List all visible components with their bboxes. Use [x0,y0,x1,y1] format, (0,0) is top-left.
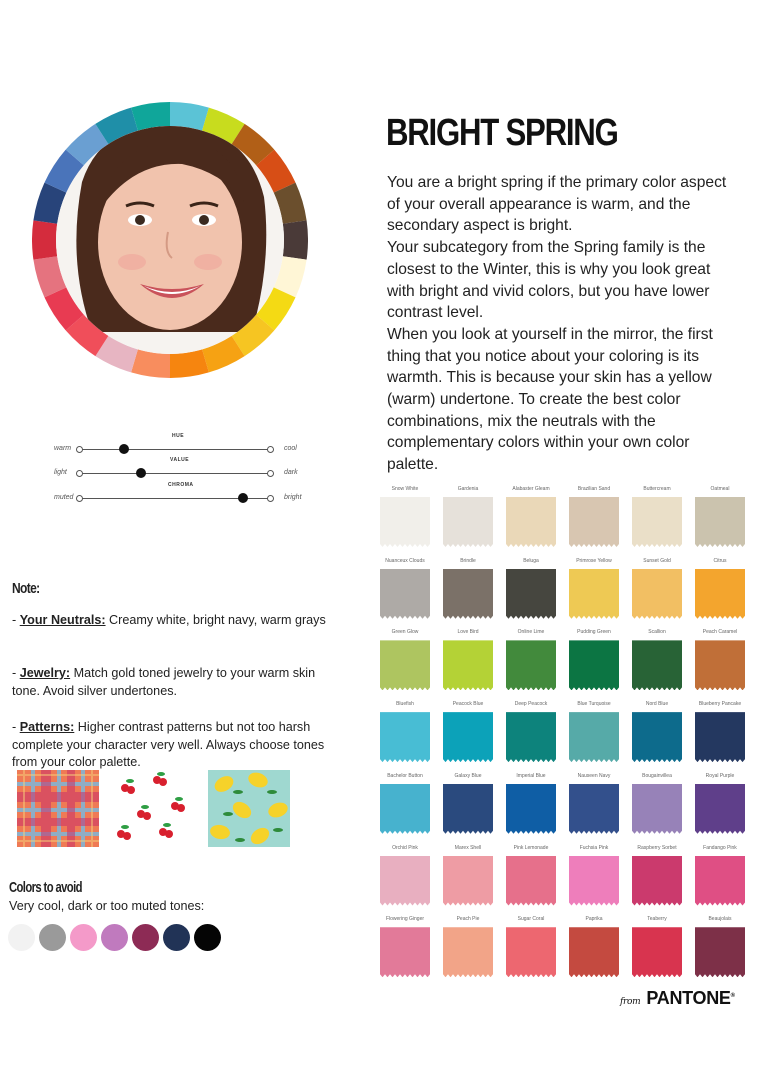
cherry-pattern [111,770,193,847]
avoid-text: Very cool, dark or too muted tones: [9,899,205,913]
swatch-color [632,497,682,547]
slider-right-label: bright [284,494,302,501]
slider-end-marker [76,470,83,477]
swatch-name: Nord Blue [645,701,669,708]
swatch-color [380,640,430,690]
color-swatch [506,628,556,690]
jewelry-label: Jewelry: [19,666,71,680]
swatch-color [443,927,493,977]
jewelry-note: - Jewelry: Match gold toned jewelry to your warm skin tone. Avoid silver undertones. [12,666,316,698]
swatch-name: Beaujolais [708,916,732,923]
swatch-color [695,640,745,690]
wheel-segment [32,220,57,259]
swatch-name: Online Lime [517,629,545,636]
swatch-name: Fuchsia Pink [579,844,609,851]
plaid-pattern [17,770,99,847]
color-swatch [632,844,682,906]
color-swatch [380,557,430,619]
color-swatch [443,844,493,906]
chroma-slider [52,482,312,510]
swatch-name: Brazilian Sand [577,486,611,492]
avoid-heading: Colors to avoid [9,879,82,896]
swatch-color [695,497,745,547]
color-swatch [380,628,430,690]
slider-knob [119,444,129,454]
swatch-name: Love Bird [457,629,479,636]
color-swatch [632,772,682,834]
swatch-name: Peach Pie [456,916,480,923]
description-paragraph: Your subcategory from the Spring family is the closest to the Winter, this is why you look great with bright and vivid colors, but you have lower contrast level. [387,239,711,322]
swatch-color [695,927,745,977]
slider-knob [238,493,248,503]
avoid-color-dot [163,924,190,951]
swatch-name: Blueberry Pancake [698,701,742,708]
color-swatch [695,485,745,547]
slider-heading: VALUE [170,457,190,463]
swatch-name: Pink Lemonade [513,844,549,851]
swatch-name: Teaberry [647,916,667,923]
swatch-name: Alabaster Gleam [512,486,550,492]
color-swatch [632,700,682,762]
swatch-name: Buttercream [643,486,671,492]
color-swatch [443,485,493,547]
pantone-logo [620,988,735,1009]
swatch-color [443,856,493,906]
slider-track [80,473,270,474]
color-swatch [695,772,745,834]
swatch-name: Marex Shell [454,844,482,851]
swatch-name: Fandango Pink [703,844,737,851]
swatch-name: Gardenia [457,486,479,492]
patterns-note: - Patterns: Higher contrast patterns but not too harsh complete your character very well. Always choose tones from your color palette. [12,720,325,769]
swatch-name: Raspberry Sorbet [637,844,677,851]
pantone-from: from [620,997,641,1007]
slider-knob [136,468,146,478]
color-swatch [569,700,619,762]
swatch-name: Deep Peacock [514,701,548,708]
swatch-color [443,640,493,690]
color-wheel-portrait [32,102,308,378]
swatch-name: Blue Turquoise [577,701,611,708]
avoid-color-dot [70,924,97,951]
swatch-color [695,856,745,906]
color-swatch [569,915,619,977]
swatch-color [380,497,430,547]
swatch-name: Citrus [713,557,727,564]
swatch-color [443,784,493,834]
slider-end-marker [267,495,274,502]
avoid-color-dot [8,924,35,951]
swatch-name: Bluefish [396,701,414,708]
swatch-color [632,640,682,690]
slider-end-marker [267,446,274,453]
swatch-color [443,497,493,547]
neutrals-text: Creamy white, bright navy, warm grays [105,613,326,627]
avoid-color-dot [194,924,221,951]
pantone-mark: ® [730,993,735,999]
color-swatch [506,915,556,977]
swatch-name: Imperial Blue [516,772,546,779]
swatch-color [632,856,682,906]
swatch-name: Brindle [460,557,476,564]
color-swatch [632,915,682,977]
swatch-color [632,784,682,834]
swatch-name: Sugar Coral [517,916,545,923]
swatch-name: Bachelor Button [387,772,423,779]
avoid-color-dot [39,924,66,951]
swatch-name: Nuanceux Clouds [385,557,425,564]
swatch-color [380,784,430,834]
swatch-name: Primrose Yellow [576,557,612,564]
slider-right-label: cool [284,445,297,452]
neutrals-label: Your Neutrals: [19,613,106,627]
color-swatch [569,844,619,906]
swatch-color [569,712,619,762]
color-swatch [695,844,745,906]
swatch-color [695,569,745,619]
swatch-color [380,712,430,762]
color-swatch [443,700,493,762]
color-swatch [443,772,493,834]
page-title: BRIGHT SPRING [386,112,618,154]
lemon-pattern [208,770,290,847]
color-swatch [569,628,619,690]
swatch-color [569,569,619,619]
pantone-name: PANTONE [646,988,731,1008]
color-swatch [506,557,556,619]
color-swatch [695,915,745,977]
color-swatch [380,485,430,547]
swatch-color [632,569,682,619]
color-swatch [380,772,430,834]
color-swatch [380,844,430,906]
slider-end-marker [267,470,274,477]
swatch-color [506,497,556,547]
description-paragraph: You are a bright spring if the primary color aspect of your overall appearance is warm, and the secondary aspect is bright. [387,174,727,235]
swatch-name: Scallion [648,629,666,636]
swatch-color [380,927,430,977]
swatch-name: Snow White [391,486,419,492]
swatch-name: Paprika [585,916,603,923]
swatch-color [380,569,430,619]
swatch-color [569,497,619,547]
wheel-segment [283,220,308,259]
note-heading: Note: [12,580,40,597]
swatch-color [569,927,619,977]
swatch-name: Royal Purple [705,772,735,779]
avoid-color-dot [132,924,159,951]
swatch-color [506,856,556,906]
swatch-name: Bougainvillea [642,772,672,779]
color-swatch [632,557,682,619]
swatch-name: Oatmeal [710,486,730,492]
patterns-text: Higher contrast patterns but not too harsh complete your character very well. Always choose tones from your color palette. [12,720,325,769]
color-swatch [443,628,493,690]
patterns-label: Patterns: [19,720,75,734]
neutrals-note: - Your Neutrals: Creamy white, bright navy, warm grays [12,613,326,627]
color-swatch [695,700,745,762]
jewelry-text: Match gold toned jewelry to your warm skin tone. Avoid silver undertones. [12,666,316,698]
slider-left-label: warm [54,445,72,452]
description [387,172,739,476]
swatch-color [380,856,430,906]
swatch-name: Peach Caramel [702,629,738,636]
slider-heading: HUE [172,433,185,439]
swatch-color [695,784,745,834]
slider-right-label: dark [284,469,298,476]
slider-left-label: muted [54,494,74,501]
swatch-color [506,784,556,834]
swatch-name: Galaxy Blue [454,772,482,779]
swatch-color [506,712,556,762]
color-swatch [380,915,430,977]
slider-left-label: light [54,469,67,476]
color-swatch [506,772,556,834]
color-swatch [632,485,682,547]
color-swatch [506,485,556,547]
swatch-color [569,640,619,690]
slider-end-marker [76,495,83,502]
swatch-name: Green Glow [391,629,419,636]
color-swatch [506,700,556,762]
color-swatch [695,557,745,619]
swatch-color [506,927,556,977]
swatch-color [569,784,619,834]
swatch-color [695,712,745,762]
color-swatch [380,700,430,762]
swatch-name: Beluga [523,557,539,564]
description-paragraph: When you look at yourself in the mirror, the first thing that you notice about your coloring is its warmth. This is because your skin has a yellow (warm) undertone. To create the best color combinations, mix the neutrals with the complementary colors within your own color palette. [387,325,713,474]
swatch-name: Orchid Pink [392,844,418,851]
swatch-name: Pudding Green [577,629,611,636]
slider-heading: CHROMA [168,482,194,488]
swatch-color [632,712,682,762]
swatch-color [506,640,556,690]
swatch-name: Flowering Ginger [385,916,425,923]
color-swatch [569,485,619,547]
swatch-name: Nauseen Navy [577,772,611,779]
color-swatch [695,628,745,690]
swatch-name: Sunset Gold [643,557,671,564]
color-swatch [443,915,493,977]
slider-track [80,449,270,450]
swatch-name: Peacock Blue [452,701,484,708]
swatch-color [632,927,682,977]
swatch-color [569,856,619,906]
color-swatch [443,557,493,619]
color-swatch [632,628,682,690]
color-swatch [506,844,556,906]
color-swatch [569,772,619,834]
color-swatch [569,557,619,619]
avoid-color-dot [101,924,128,951]
swatch-color [506,569,556,619]
swatch-color [443,569,493,619]
swatch-color [443,712,493,762]
slider-end-marker [76,446,83,453]
